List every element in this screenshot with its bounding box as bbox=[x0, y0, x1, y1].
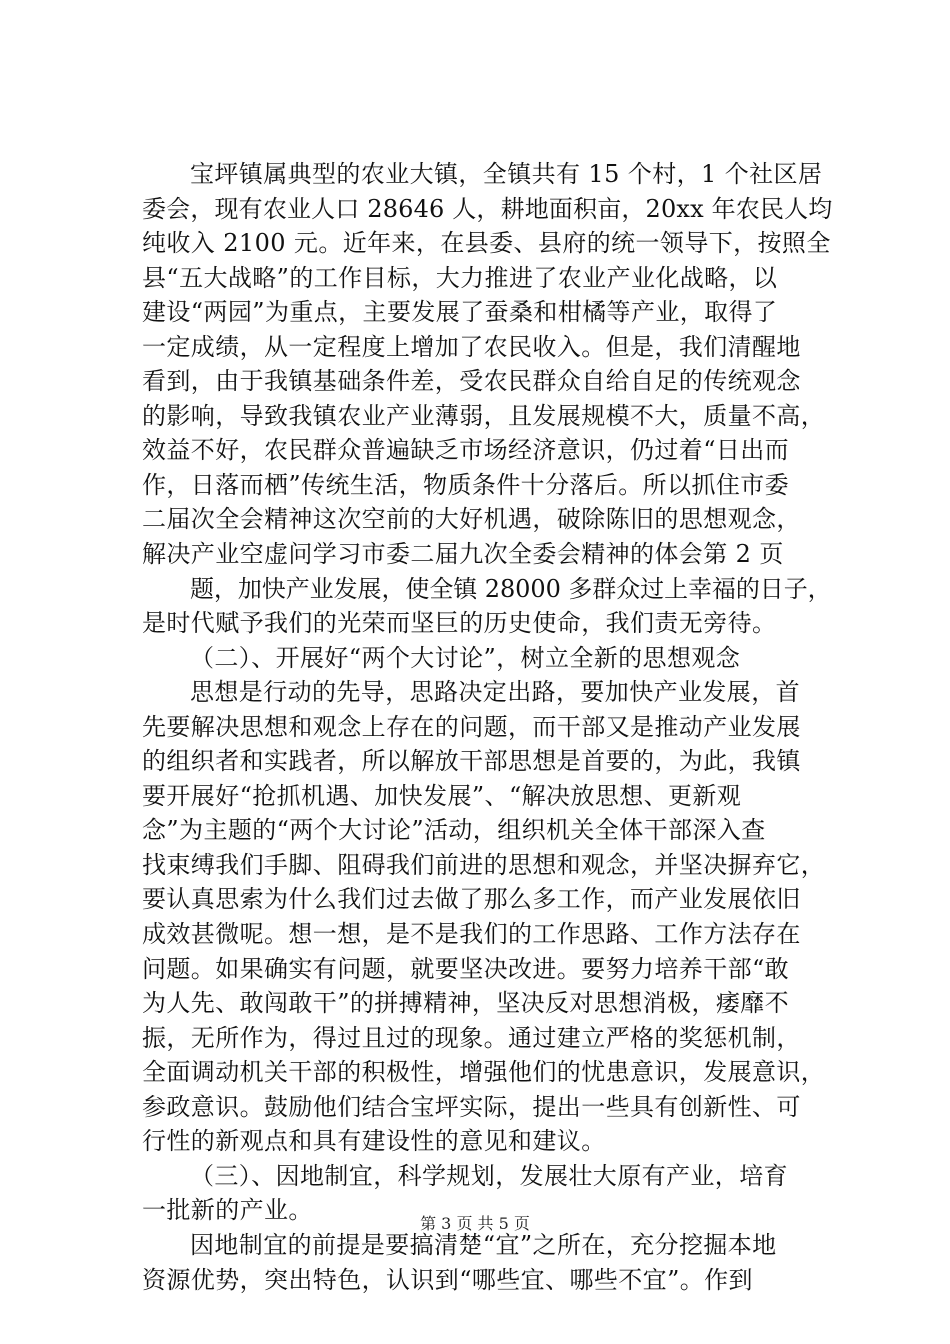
text-line: 参政意识。鼓励他们结合宝坪实际，提出一些具有创新性、可 bbox=[142, 1092, 801, 1121]
text-line: 二届次全会精神这次空前的大好机遇，破除陈旧的思想观念， bbox=[142, 505, 801, 534]
text-line: 效益不好，农民群众普遍缺乏市场经济意识，仍过着“日出而 bbox=[142, 436, 790, 465]
text-line: 振，无所作为，得过且过的现象。通过建立严格的奖惩机制， bbox=[142, 1023, 801, 1052]
text-line: 作，日落而栖”传统生活，物质条件十分落后。所以抓住市委 bbox=[142, 470, 790, 499]
document-body bbox=[142, 157, 832, 1297]
text-line: 念”为主题的“两个大讨论”活动，组织机关全体干部深入查 bbox=[142, 816, 766, 845]
text-line: 一定成绩，从一定程度上增加了农民收入。但是，我们清醒地 bbox=[142, 332, 801, 361]
text-line: （三）、因地制宜，科学规划，发展壮大原有产业，培育 bbox=[190, 1161, 788, 1190]
text-line: 问题。如果确实有问题，就要坚决改进。要努力培养干部“敢 bbox=[142, 954, 790, 983]
text-line: 行性的新观点和具有建设性的意见和建议。 bbox=[142, 1127, 606, 1156]
text-line: 全面调动机关干部的积极性，增强他们的忧患意识，发展意识， bbox=[142, 1058, 826, 1087]
text-line: 题，加快产业发展，使全镇 28000 多群众过上幸福的日子， bbox=[190, 574, 832, 603]
text-line: 思想是行动的先导，思路决定出路，要加快产业发展，首 bbox=[190, 678, 800, 707]
text-line: 资源优势，突出特色，认识到“哪些宜、哪些不宜”。作到 bbox=[142, 1265, 753, 1294]
page-footer: 第 3 页 共 5 页 bbox=[420, 1214, 530, 1233]
text-line: 委会，现有农业人口 28646 人，耕地面积亩，20xx 年农民人均 bbox=[142, 194, 833, 223]
text-line: 一批新的产业。 bbox=[142, 1196, 313, 1225]
text-line: 成效甚微呢。想一想，是不是我们的工作思路、工作方法存在 bbox=[142, 920, 801, 949]
text-line: 宝坪镇属典型的农业大镇，全镇共有 15 个村，1 个社区居 bbox=[190, 160, 823, 188]
text-line: 先要解决思想和观念上存在的问题，而干部又是推动产业发展 bbox=[142, 712, 801, 741]
text-line: 的影响，导致我镇农业产业薄弱，且发展规模不大，质量不高， bbox=[142, 401, 826, 430]
text-line: 建设“两园”为重点，主要发展了蚕桑和柑橘等产业，取得了 bbox=[142, 298, 778, 327]
text-line: 要开展好“抢抓机遇、加快发展”、“解决放思想、更新观 bbox=[142, 781, 742, 810]
text-line: 因地制宜的前提是要搞清楚“宜”之所在，充分挖掘本地 bbox=[190, 1230, 777, 1259]
text-line: 是时代赋予我们的光荣而坚巨的历史使命，我们责无旁待。 bbox=[142, 609, 777, 638]
text-line: 的组织者和实践者，所以解放干部思想是首要的，为此，我镇 bbox=[142, 747, 801, 776]
text-line: 解决产业空虚问学习市委二届九次全委会精神的体会第 2 页 bbox=[142, 540, 784, 569]
text-line: 为人先、敢闯敢干”的拼搏精神，坚决反对思想消极，痿靡不 bbox=[142, 989, 790, 1018]
text-line: （二）、开展好“两个大讨论”，树立全新的思想观念 bbox=[190, 643, 741, 672]
text-line: 看到，由于我镇基础条件差，受农民群众自给自足的传统观念 bbox=[142, 367, 801, 396]
text-line: 县“五大战略”的工作目标，大力推进了农业产业化战略，以 bbox=[142, 263, 778, 292]
text-line: 要认真思索为什么我们过去做了那么多工作，而产业发展依旧 bbox=[142, 885, 801, 914]
text-line: 找束缚我们手脚、阻碍我们前进的思想和观念，并坚决摒弃它， bbox=[142, 850, 826, 879]
text-line: 纯收入 2100 元。近年来，在县委、县府的统一领导下，按照全 bbox=[142, 229, 831, 258]
